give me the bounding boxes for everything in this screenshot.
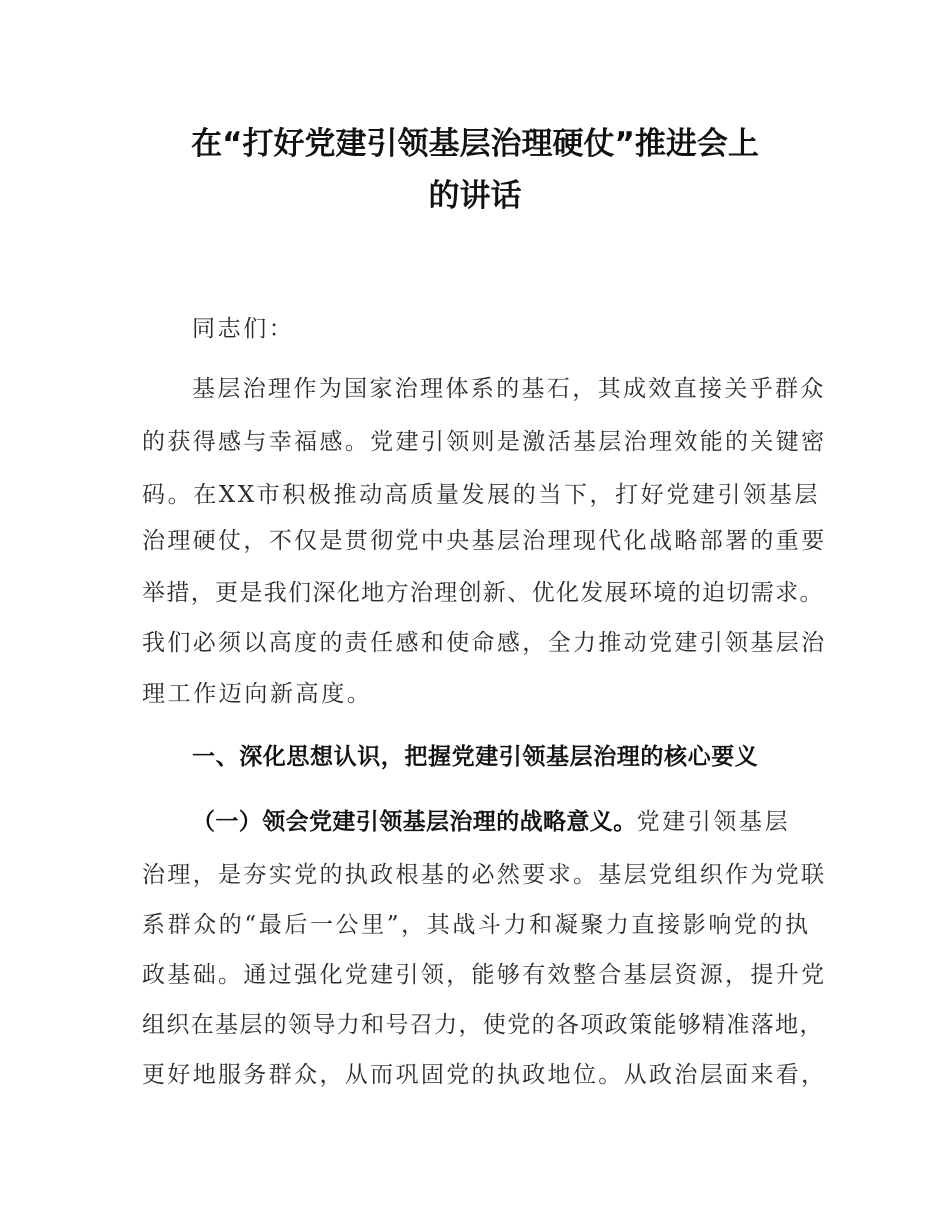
- intro-line: 基层治理作为国家治理体系的基石，其成效直接关乎群众: [192, 376, 826, 402]
- body-line: 治理，是夯实党的执政根基的必然要求。基层党组织作为党联: [142, 862, 827, 888]
- intro-line: 举措，更是我们深化地方治理创新、优化发展环境的迫切需求。: [142, 580, 824, 606]
- body-line: 政基础。通过强化党建引领，能够有效整合基层资源，提升党: [142, 962, 827, 988]
- subsection-heading: （一）领会党建引领基层治理的战略意义。: [192, 809, 637, 835]
- intro-line: 码。在XX市积极推动高质量发展的当下，打好党建引领基层: [142, 482, 820, 508]
- body-line: 更好地服务群众，从而巩固党的执政地位。从政治层面来看，: [142, 1062, 827, 1088]
- intro-line: 的获得感与幸福感。党建引领则是激活基层治理效能的关键密: [142, 429, 827, 455]
- section-heading: 一、深化思想认识，把握党建引领基层治理的核心要义: [192, 744, 759, 770]
- subsection-first-line: [192, 803, 790, 836]
- intro-line: 我们必须以高度的责任感和使命感，全力推动党建引领基层治: [142, 630, 827, 656]
- body-line: 组织在基层的领导力和号召力，使党的各项政策能够精准落地，: [142, 1012, 824, 1038]
- intro-line: 治理硬仗，不仅是贯彻党中央基层治理现代化战略部署的重要: [142, 528, 827, 554]
- subsection-first-line-text: 党建引领基层: [636, 809, 791, 835]
- document-title-line-2: 的讲话: [428, 178, 522, 214]
- document-title-line-1: 在“打好党建引领基层治理硬仗”推进会上: [191, 126, 759, 162]
- greeting: 同志们：: [192, 316, 295, 342]
- body-line: 系群众的“最后一公里”，其战斗力和凝聚力直接影响党的执: [142, 912, 811, 938]
- intro-line: 理工作迈向新高度。: [142, 681, 373, 707]
